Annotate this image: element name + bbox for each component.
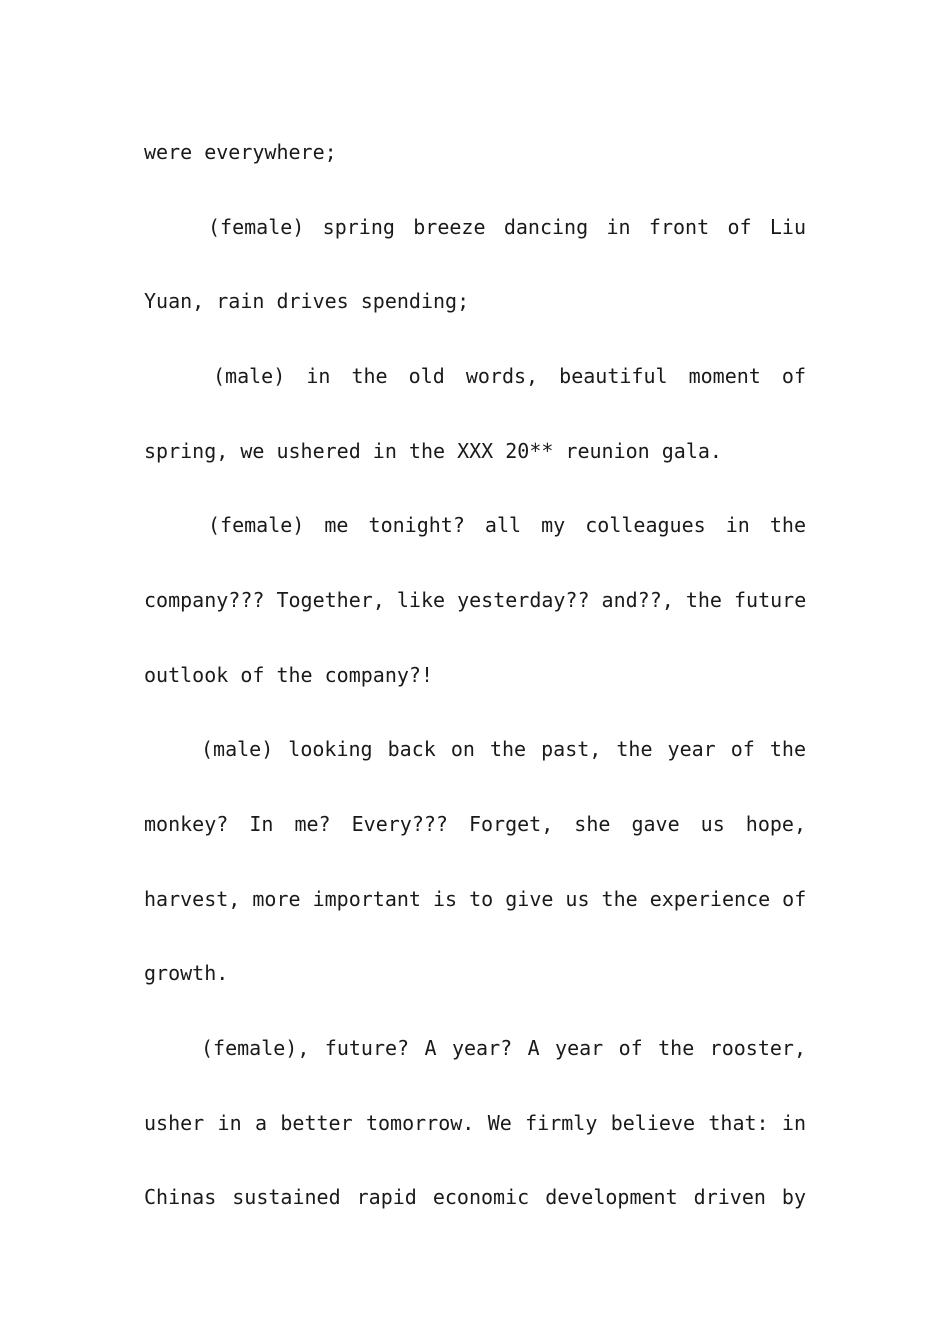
text-line: monkey? In me? Every??? Forget, she gave us hope, — [144, 812, 806, 836]
text-line: spring, we ushered in the XXX 20** reunion gala. — [144, 439, 722, 463]
text-line: company??? Together, like yesterday?? and??, the future — [144, 588, 806, 612]
text-line: (male) in the old words, beautiful moment of — [213, 364, 806, 388]
text-line: Chinas sustained rapid economic development driven by — [144, 1185, 806, 1209]
text-line: (female) spring breeze dancing in front of Liu — [208, 215, 806, 239]
text-line: usher in a better tomorrow. We firmly believe that: in — [144, 1111, 806, 1135]
text-line: (male) looking back on the past, the year of the — [201, 737, 806, 761]
text-line: were everywhere; — [144, 140, 337, 164]
text-line: (female), future? A year? A year of the rooster, — [201, 1036, 806, 1060]
text-line: growth. — [144, 961, 229, 985]
text-line: Yuan, rain drives spending; — [144, 289, 470, 313]
text-line: (female) me tonight? all my colleagues in the — [208, 513, 806, 537]
text-line: outlook of the company?! — [144, 663, 433, 687]
text-line: harvest, more important is to give us the experience of — [144, 887, 806, 911]
